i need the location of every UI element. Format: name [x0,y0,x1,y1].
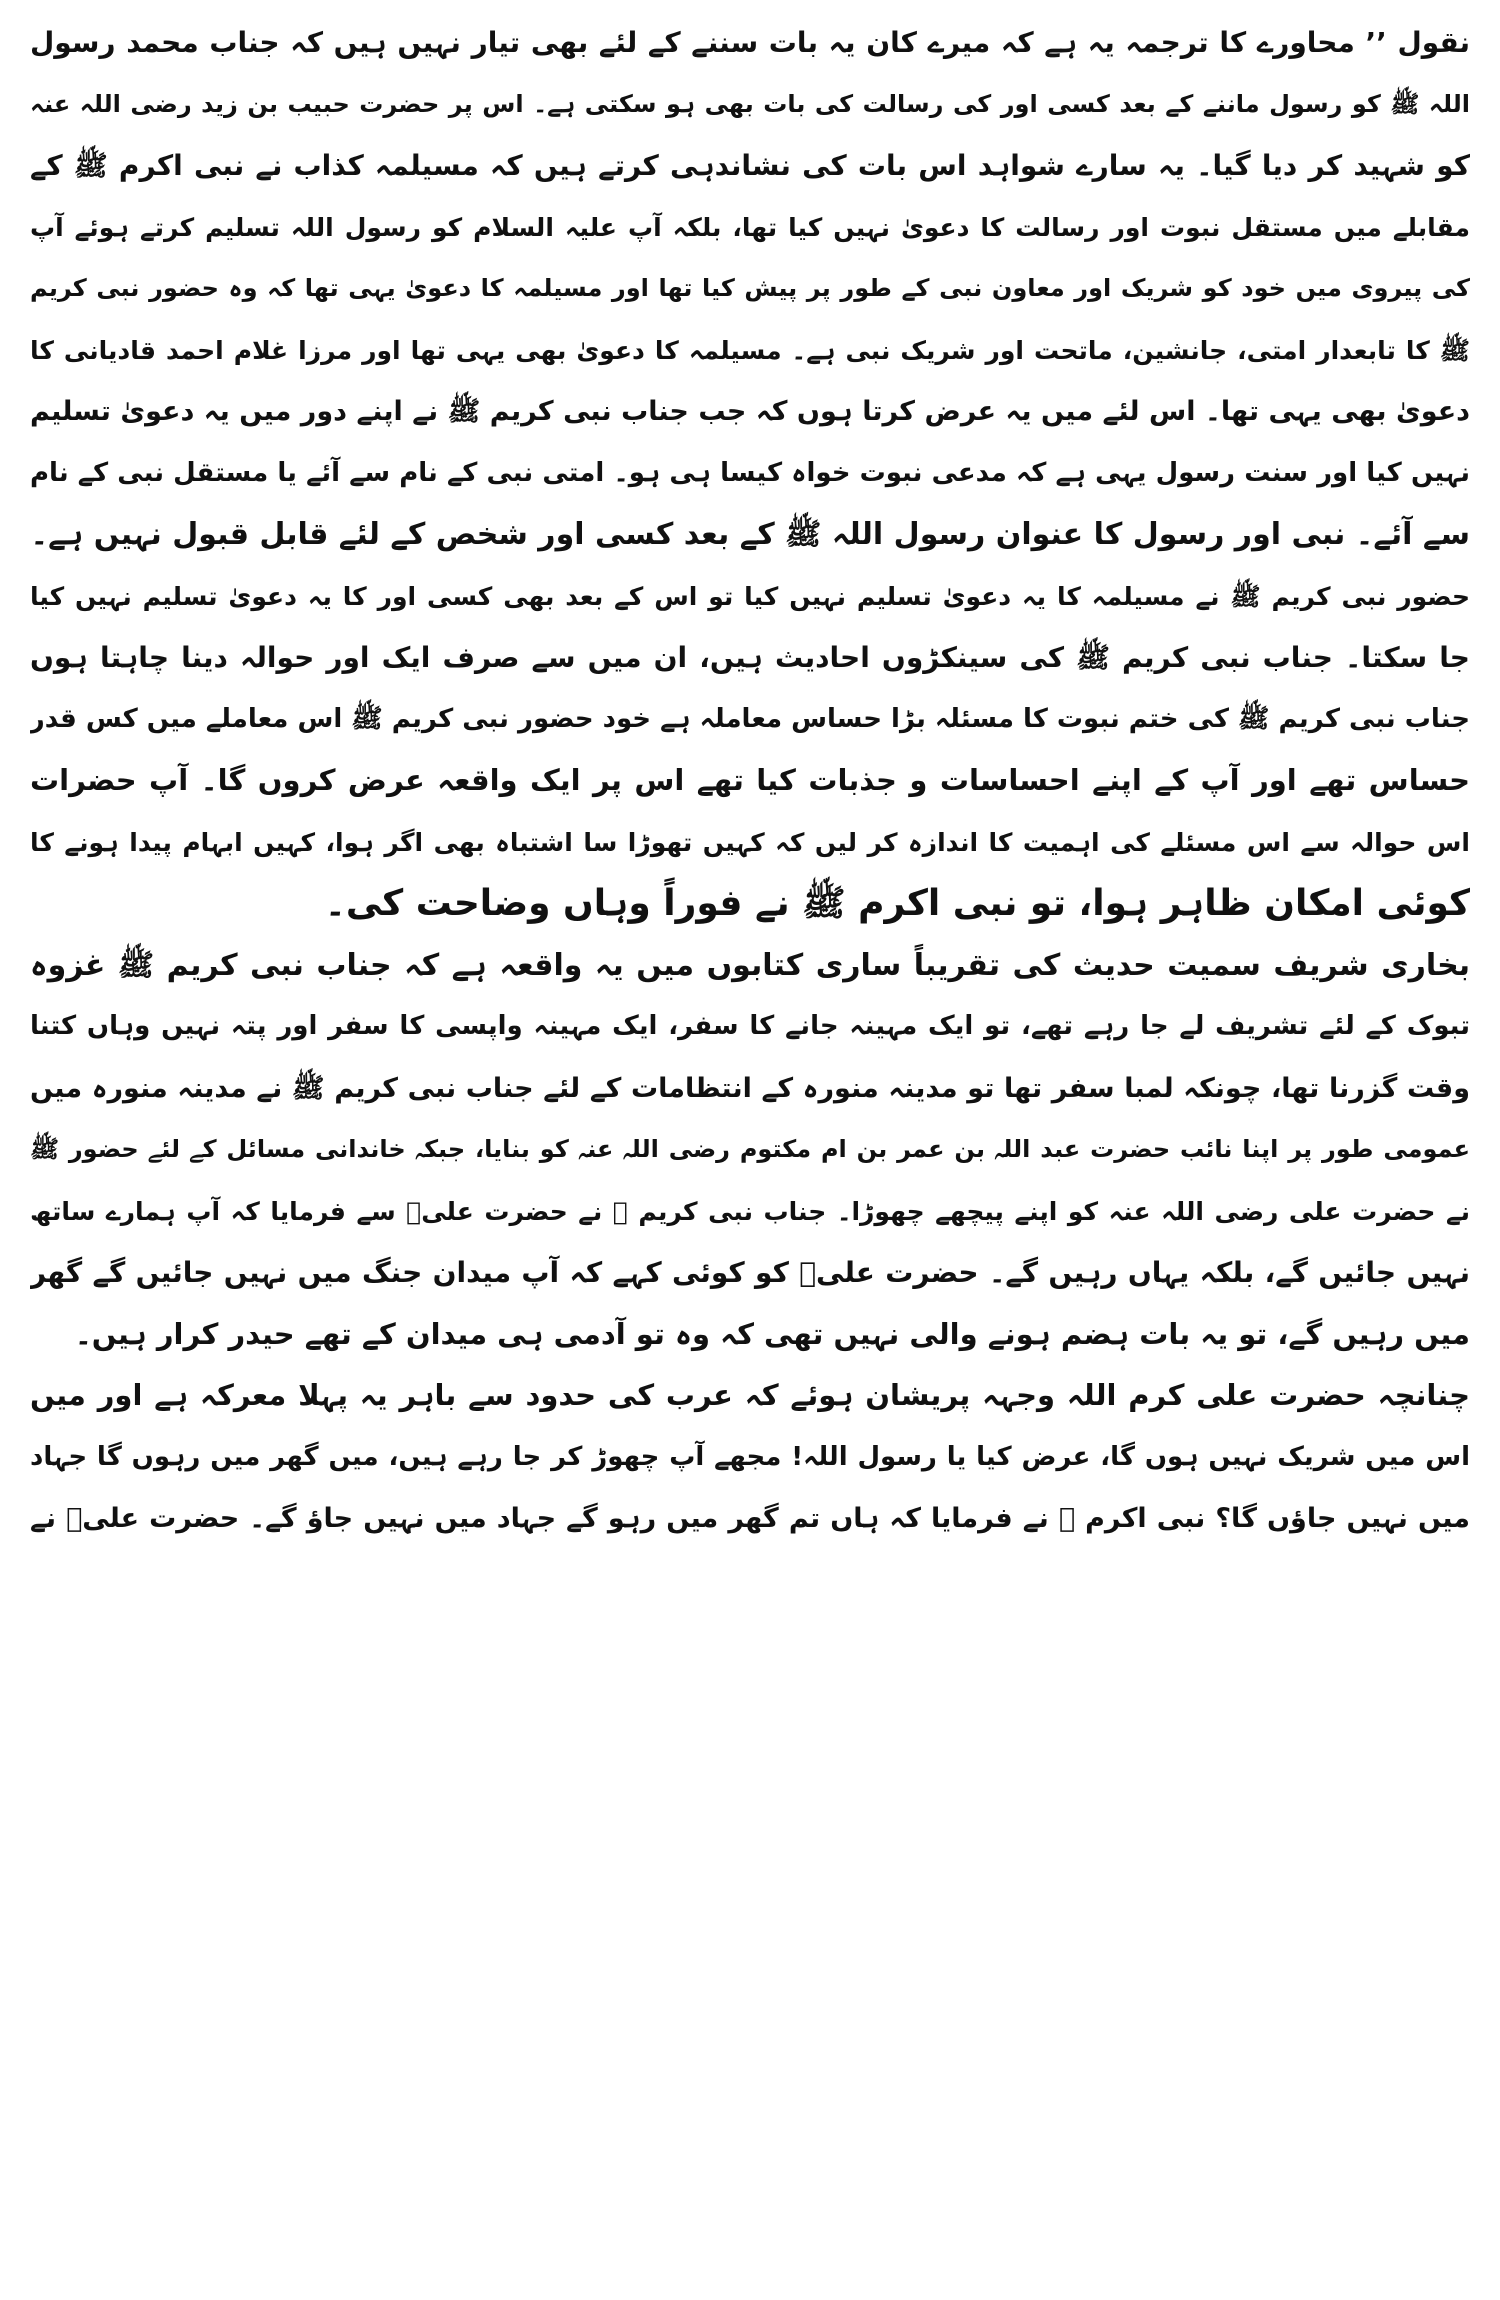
text-line: اس میں شریک نہیں ہوں گا، عرض کیا یا رسول اللہ! مجھے آپ چھوڑ کر جا رہے ہیں، میں گھر میں رہوں گا جہاد [30,1441,1470,1472]
paragraph [30,935,1470,1366]
paragraph [30,1365,1470,1550]
text-line: مقابلے میں مستقل نبوت اور رسالت کا دعویٰ نہیں کیا تھا، بلکہ آپ علیہ السلام کو رسول اللہ تسلیم کرتے ہوئے آپ [30,212,1470,242]
text-line: دعویٰ بھی یہی تھا۔ اس لئے میں یہ عرض کرتا ہوں کہ جب جناب نبی کریم ﷺ نے اپنے دور میں یہ دعویٰ تسلیم [30,396,1470,427]
text-line: جناب نبی کریم ﷺ کی ختم نبوت کا مسئلہ بڑا حساس معاملہ ہے خود حضور نبی کریم ﷺ اس معاملے میں کس قدر [30,703,1470,734]
text-line: عمومی طور پر اپنا نائب حضرت عبد اللہ بن عمر بن ام مکتوم رضی اللہ عنہ کو بنایا، جبکہ خاندانی مسائل کے لئے حضور ﷺ [30,1135,1470,1163]
paragraph [30,566,1470,935]
text-line: حساس تھے اور آپ کے اپنے احساسات و جذبات کیا تھے اس پر ایک واقعہ عرض کروں گا۔ آپ حضرات [30,763,1470,797]
text-line: وقت گزرنا تھا، چونکہ لمبا سفر تھا تو مدینہ منورہ کے انتظامات کے لئے جناب نبی کریم ﷺ نے مدینہ منورہ میں [30,1072,1470,1104]
text-line: ﷺ کا تابعدار امتی، جانشین، ماتحت اور شریک نبی ہے۔ مسیلمہ کا دعویٰ بھی یہی تھا اور مرزا غلام احمد قادیانی کا [30,335,1470,365]
text-line: کو شہید کر دیا گیا۔ یہ سارے شواہد اس بات کی نشاندہی کرتے ہیں کہ مسیلمہ کذاب نے نبی اکرم ﷺ کے [30,149,1470,182]
text-line: جا سکتا۔ جناب نبی کریم ﷺ کی سینکڑوں احادیث ہیں، ان میں سے صرف ایک اور حوالہ دینا چاہتا ہوں [30,641,1470,674]
text-line: اللہ ﷺ کو رسول ماننے کے بعد کسی اور کی رسالت کی بات بھی ہو سکتی ہے۔ اس پر حضرت حبیب بن زید رضی اللہ عنہ [30,89,1470,118]
text-line: نہیں جائیں گے، بلکہ یہاں رہیں گے۔ حضرت علیؓ کو کوئی کہے کہ آپ میدان جنگ میں نہیں جائیں گے گھر [30,1256,1470,1289]
text-line: سے آئے۔ نبی اور رسول کا عنوان رسول اللہ ﷺ کے بعد کسی اور شخص کے لئے قابل قبول نہیں ہے۔ [30,517,1470,552]
text-line: نقول ’’ محاورے کا ترجمہ یہ ہے کہ میرے کان یہ بات سننے کے لئے بھی تیار نہیں ہیں کہ جناب محمد رسول [30,26,1470,59]
document-page [30,12,1470,2288]
text-line: تبوک کے لئے تشریف لے جا رہے تھے، تو ایک مہینہ جانے کا سفر، ایک مہینہ واپسی کا سفر اور پتہ نہیں وہاں کتنا [30,1011,1470,1041]
text-line: میں رہیں گے، تو یہ بات ہضم ہونے والی نہیں تھی کہ وہ تو آدمی ہی میدان کے تھے حیدر کرار ہیں۔ [74,1316,1470,1351]
text-line: بخاری شریف سمیت حدیث کی تقریباً ساری کتابوں میں یہ واقعہ ہے کہ جناب نبی کریم ﷺ غزوہ [30,947,1470,983]
text-line: چنانچہ حضرت علی کرم اللہ وجہہ پریشان ہوئے کہ عرب کی حدود سے باہر یہ پہلا معرکہ ہے اور میں [30,1378,1470,1412]
text-line: نے حضرت علی رضی اللہ عنہ کو اپنے پیچھے چھوڑا۔ جناب نبی کریم ﷺ نے حضرت علیؓ سے فرمایا کہ آپ ہمارے ساتھ [30,1196,1470,1226]
text-line: میں نہیں جاؤں گا؟ نبی اکرم ﷺ نے فرمایا کہ ہاں تم گھر میں رہو گے جہاد میں نہیں جاؤ گے۔ حضرت علیؓ نے [30,1503,1470,1534]
text-line: نہیں کیا اور سنت رسول یہی ہے کہ مدعی نبوت خواہ کیسا ہی ہو۔ امتی نبی کے نام سے آئے یا مستقل نبی کے نام [30,457,1470,488]
paragraph [30,12,1470,566]
text-line: کوئی امکان ظاہر ہوا، تو نبی اکرم ﷺ نے فوراً وہاں وضاحت کی۔ [324,883,1470,924]
text-line: حضور نبی کریم ﷺ نے مسیلمہ کا یہ دعویٰ تسلیم نہیں کیا تو اس کے بعد بھی کسی اور کا یہ دعویٰ تسلیم نہیں کیا [30,581,1470,611]
text-line: کی پیروی میں خود کو شریک اور معاون نبی کے طور پر پیش کیا تھا اور مسیلمہ کا دعویٰ یہی تھا کہ وہ حضور نبی کریم [30,274,1470,302]
text-line: اس حوالہ سے اس مسئلے کی اہمیت کا اندازہ کر لیں کہ کہیں تھوڑا سا اشتباہ بھی اگر ہوا، کہیں ابہام پیدا ہونے کا [30,827,1470,857]
